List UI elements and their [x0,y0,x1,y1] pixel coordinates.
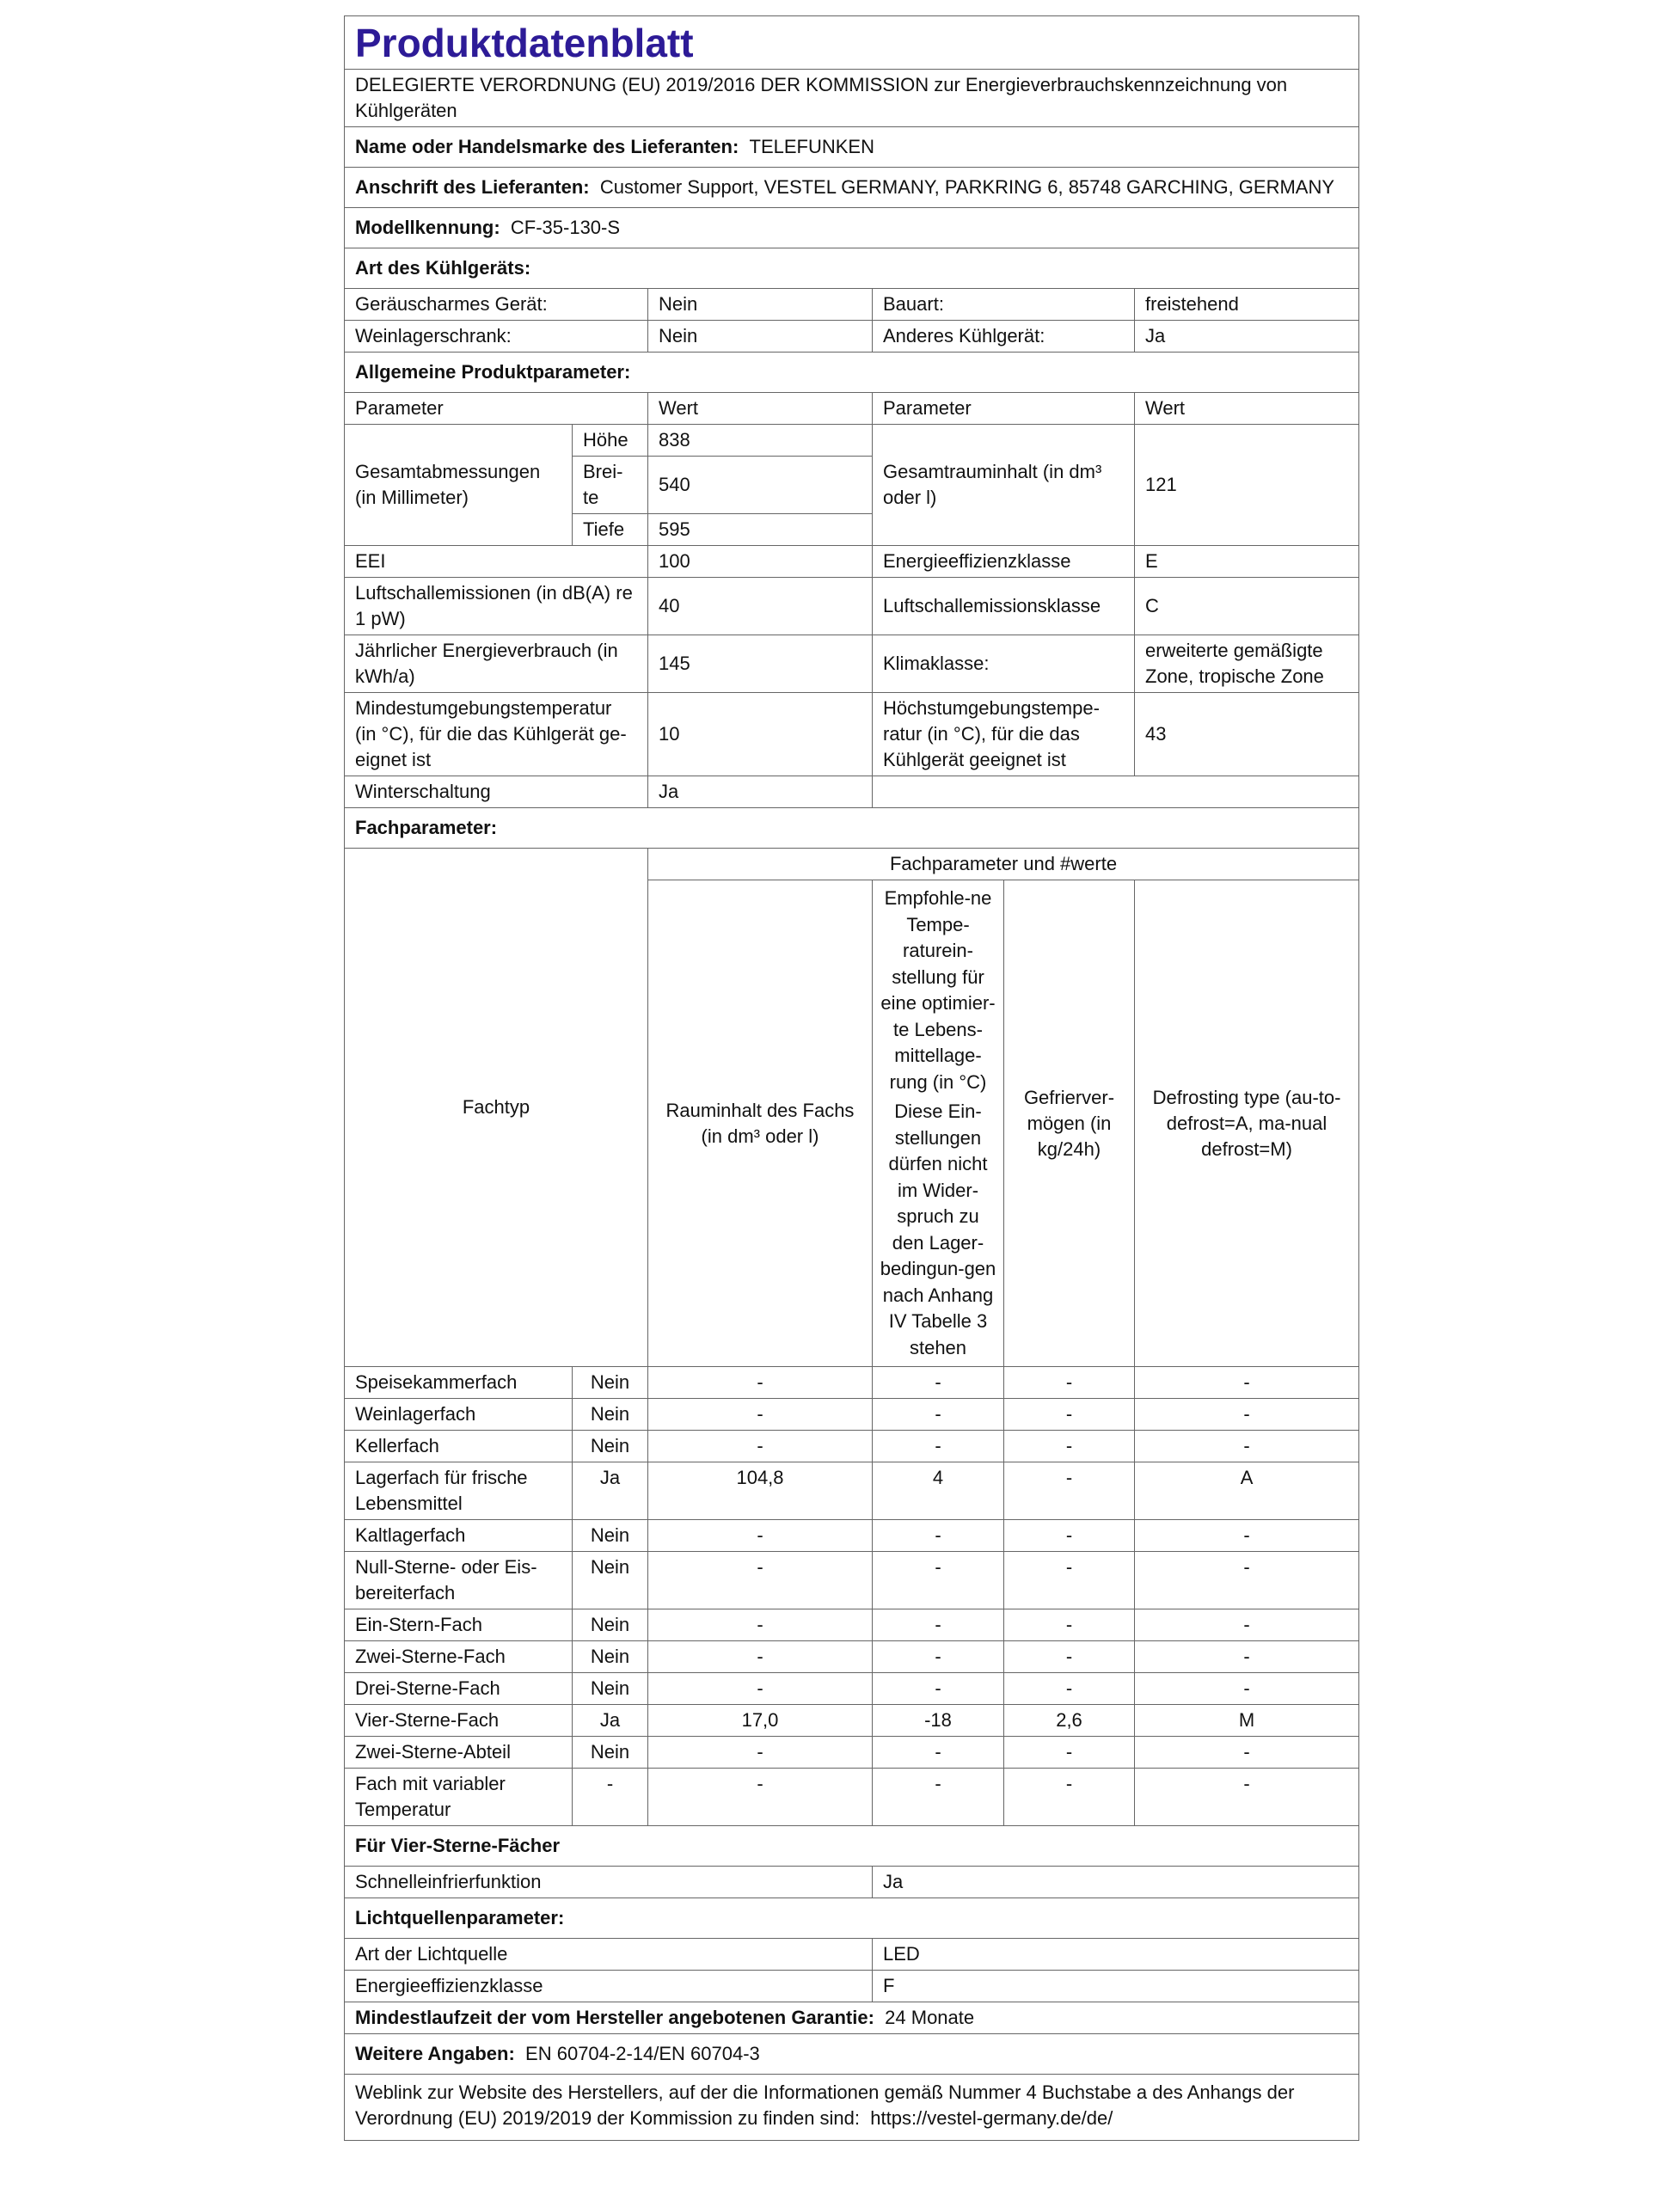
supplier-name-label: Name oder Handelsmarke des Lieferanten: [355,136,739,157]
compartment-defrost: - [1135,1673,1359,1705]
supplier-address-label: Anschrift des Lieferanten: [355,176,590,198]
general-column-header-row [345,393,1359,425]
warranty-value: 24 Monate [885,2007,975,2028]
compartment-present: Nein [573,1399,648,1431]
energy-consumption-row [345,635,1359,693]
compartment-temp-header-a: Empfohle-ne Tempe-raturein-stellung für eine optimier-te Lebens-mittellage-rung (in °C) [880,887,996,1093]
other-appliance-value: Ja [1135,321,1359,353]
compartment-defrost: - [1135,1641,1359,1673]
compartment-temp: - [873,1641,1004,1673]
wine-storage-row [345,321,1359,353]
compartment-freeze-header: Gefrierver-mögen (in kg/24h) [1004,880,1135,1367]
compartment-temp: - [873,1769,1004,1826]
supplier-name-row [345,127,1359,168]
low-noise-row [345,289,1359,321]
compartment-present: Nein [573,1431,648,1462]
climate-class-value: erweiterte gemäßigte Zone, tropische Zone [1135,635,1359,693]
compartment-freeze: - [1004,1737,1135,1769]
compartment-temp: - [873,1431,1004,1462]
light-type-value: LED [873,1939,1359,1971]
compartment-heading-row [345,808,1359,849]
energy-class-value: E [1135,546,1359,578]
energy-consumption-value: 145 [648,635,873,693]
light-type-label: Art der Lichtquelle [345,1939,873,1971]
product-data-sheet-table [344,15,1359,2141]
compartment-freeze: - [1004,1769,1135,1826]
noise-class-label: Luftschallemissionsklasse [873,578,1135,635]
light-heading-row [345,1898,1359,1939]
width-value: 540 [648,457,873,514]
compartment-volume: 17,0 [648,1705,873,1737]
compartment-volume: - [648,1367,873,1399]
eei-value: 100 [648,546,873,578]
winter-switch-value: Ja [648,776,873,808]
height-value: 838 [648,425,873,457]
compartment-heading: Fachparameter: [345,808,1359,849]
general-heading: Allgemeine Produktparameter: [345,353,1359,393]
compartment-row [345,1399,1359,1431]
compartment-name: Lagerfach für frische Lebensmittel [345,1462,573,1520]
width-label: Brei-te [573,457,648,514]
compartment-volume: - [648,1737,873,1769]
compartment-present: Nein [573,1552,648,1609]
model-value: CF-35-130-S [510,217,621,238]
compartment-defrost: - [1135,1609,1359,1641]
compartment-temp: -18 [873,1705,1004,1737]
compartment-temp: - [873,1552,1004,1609]
col-parameter-left: Parameter [345,393,648,425]
further-info-row [345,2034,1359,2075]
compartment-row [345,1552,1359,1609]
four-star-heading: Für Vier-Sterne-Fächer [345,1826,1359,1867]
compartment-freeze: - [1004,1520,1135,1552]
compartment-temp-header [873,880,1004,1367]
dimensions-label: Gesamtabmessungen (in Millimeter) [345,425,573,546]
regulation-text: DELEGIERTE VERORDNUNG (EU) 2019/2016 DER KOMMISSION zur Energieverbrauchskennzeichnung von Kühlgeräten [345,70,1359,127]
compartment-defrost: - [1135,1431,1359,1462]
further-info-value: EN 60704-2-14/EN 60704-3 [525,2043,760,2064]
compartment-volume: - [648,1399,873,1431]
energy-consumption-label: Jährlicher Energieverbrauch (in kWh/a) [345,635,648,693]
fast-freeze-row [345,1867,1359,1898]
compartment-defrost: - [1135,1399,1359,1431]
compartment-freeze: - [1004,1552,1135,1609]
further-info-label: Weitere Angaben: [355,2043,515,2064]
light-class-value: F [873,1971,1359,2002]
supplier-address-row [345,168,1359,208]
compartment-defrost-header: Defrosting type (au-to-defrost=A, ma-nual defrost=M) [1135,880,1359,1367]
other-appliance-label: Anderes Kühlgerät: [873,321,1135,353]
col-parameter-right: Parameter [873,393,1135,425]
light-type-row [345,1939,1359,1971]
light-class-label: Energieeffizienzklasse [345,1971,873,2002]
climate-class-label: Klimaklasse: [873,635,1135,693]
compartment-present: Nein [573,1641,648,1673]
compartment-name: Kaltlagerfach [345,1520,573,1552]
four-star-heading-row [345,1826,1359,1867]
compartment-volume: - [648,1609,873,1641]
warranty-row [345,2002,1359,2034]
compartment-present: Nein [573,1673,648,1705]
regulation-row [345,70,1359,127]
height-label: Höhe [573,425,648,457]
compartment-defrost: - [1135,1367,1359,1399]
compartment-volume: 104,8 [648,1462,873,1520]
max-temp-label: Höchstumgebungstempe-ratur (in °C), für die das Kühlgerät geeignet ist [873,693,1135,776]
compartment-row [345,1641,1359,1673]
total-volume-value: 121 [1135,425,1359,546]
compartment-defrost: - [1135,1552,1359,1609]
dimension-height-row [345,425,1359,457]
compartment-defrost: - [1135,1520,1359,1552]
compartment-temp: - [873,1609,1004,1641]
winter-switch-row [345,776,1359,808]
appliance-type-heading-row [345,248,1359,289]
compartment-temp: - [873,1399,1004,1431]
compartment-present: Nein [573,1609,648,1641]
compartment-volume: - [648,1520,873,1552]
weblink-text: Weblink zur Website des Herstellers, auf der die Informationen gemäß Nummer 4 Buchstabe a des Anhangs der Verordnung (EU) 2019/2019 der Kommission zu finden sind: [355,2081,1295,2129]
eei-row [345,546,1359,578]
compartment-temp: - [873,1367,1004,1399]
winter-switch-label: Winterschaltung [345,776,648,808]
compartment-row [345,1609,1359,1641]
title-row [345,16,1359,70]
compartment-freeze: - [1004,1609,1135,1641]
depth-label: Tiefe [573,514,648,546]
weblink-row [345,2075,1359,2141]
compartment-group-header-row [345,849,1359,880]
general-heading-row [345,353,1359,393]
energy-class-label: Energieeffizienzklasse [873,546,1135,578]
compartment-name: Drei-Sterne-Fach [345,1673,573,1705]
compartment-freeze: - [1004,1673,1135,1705]
eei-label: EEI [345,546,648,578]
compartment-freeze: - [1004,1431,1135,1462]
compartment-present: Nein [573,1520,648,1552]
compartment-name: Vier-Sterne-Fach [345,1705,573,1737]
compartment-name: Kellerfach [345,1431,573,1462]
compartment-volume: - [648,1431,873,1462]
compartment-temp: 4 [873,1462,1004,1520]
compartment-freeze: - [1004,1399,1135,1431]
model-label: Modellkennung: [355,217,500,238]
compartment-name: Zwei-Sterne-Abteil [345,1737,573,1769]
compartment-defrost: - [1135,1737,1359,1769]
design-value: freistehend [1135,289,1359,321]
compartment-name: Zwei-Sterne-Fach [345,1641,573,1673]
depth-value: 595 [648,514,873,546]
fast-freeze-label: Schnelleinfrierfunktion [345,1867,873,1898]
noise-label: Luftschallemissionen (in dB(A) re 1 pW) [345,578,648,635]
col-value-left: Wert [648,393,873,425]
col-value-right: Wert [1135,393,1359,425]
compartment-row [345,1705,1359,1737]
compartment-name: Null-Sterne- oder Eis-bereiterfach [345,1552,573,1609]
compartment-temp-header-b: Diese Ein-stellungen dürfen nicht im Wider-spruch zu den Lager-bedingun-gen nach Anhang IV Tabelle 3 stehen [880,1100,996,1358]
compartment-temp: - [873,1737,1004,1769]
min-temp-label: Mindestumgebungstemperatur (in °C), für die das Kühlgerät ge-eignet ist [345,693,648,776]
wine-storage-label: Weinlagerschrank: [345,321,648,353]
light-heading: Lichtquellenparameter: [345,1898,1359,1939]
weblink-url[interactable]: https://vestel-germany.de/de/ [870,2107,1113,2129]
total-volume-label: Gesamtrauminhalt (in dm³ oder l) [873,425,1135,546]
compartment-freeze: - [1004,1462,1135,1520]
compartment-present: Ja [573,1462,648,1520]
noise-row [345,578,1359,635]
compartment-group-header: Fachparameter und #werte [648,849,1359,880]
compartment-temp: - [873,1673,1004,1705]
compartment-present: Nein [573,1737,648,1769]
compartment-present: - [573,1769,648,1826]
noise-class-value: C [1135,578,1359,635]
page-title: Produktdatenblatt [345,16,1359,70]
compartment-present: Ja [573,1705,648,1737]
compartment-name: Weinlagerfach [345,1399,573,1431]
compartment-name: Speisekammerfach [345,1367,573,1399]
design-label: Bauart: [873,289,1135,321]
compartment-freeze: 2,6 [1004,1705,1135,1737]
max-temp-value: 43 [1135,693,1359,776]
compartment-row [345,1737,1359,1769]
wine-storage-value: Nein [648,321,873,353]
compartment-present: Nein [573,1367,648,1399]
compartment-rows [345,1367,1359,1826]
appliance-type-heading: Art des Kühlgeräts: [345,248,1359,289]
light-class-row [345,1971,1359,2002]
temperature-range-row [345,693,1359,776]
supplier-name-value: TELEFUNKEN [749,136,874,157]
compartment-name: Ein-Stern-Fach [345,1609,573,1641]
low-noise-label: Geräuscharmes Gerät: [345,289,648,321]
compartment-row [345,1367,1359,1399]
fast-freeze-value: Ja [873,1867,1359,1898]
compartment-temp: - [873,1520,1004,1552]
noise-value: 40 [648,578,873,635]
compartment-name: Fach mit variabler Temperatur [345,1769,573,1826]
model-row [345,208,1359,248]
compartment-row [345,1769,1359,1826]
compartment-row [345,1673,1359,1705]
compartment-freeze: - [1004,1367,1135,1399]
warranty-label: Mindestlaufzeit der vom Hersteller angebotenen Garantie: [355,2007,874,2028]
compartment-volume: - [648,1673,873,1705]
compartment-row [345,1431,1359,1462]
supplier-address-value: Customer Support, VESTEL GERMANY, PARKRING 6, 85748 GARCHING, GERMANY [599,176,1335,198]
compartment-volume: - [648,1769,873,1826]
compartment-type-header: Fachtyp [345,849,648,1367]
compartment-freeze: - [1004,1641,1135,1673]
compartment-defrost: A [1135,1462,1359,1520]
compartment-defrost: - [1135,1769,1359,1826]
compartment-defrost: M [1135,1705,1359,1737]
compartment-volume: - [648,1552,873,1609]
compartment-row [345,1462,1359,1520]
low-noise-value: Nein [648,289,873,321]
min-temp-value: 10 [648,693,873,776]
compartment-row [345,1520,1359,1552]
compartment-volume-header: Rauminhalt des Fachs (in dm³ oder l) [648,880,873,1367]
compartment-volume: - [648,1641,873,1673]
